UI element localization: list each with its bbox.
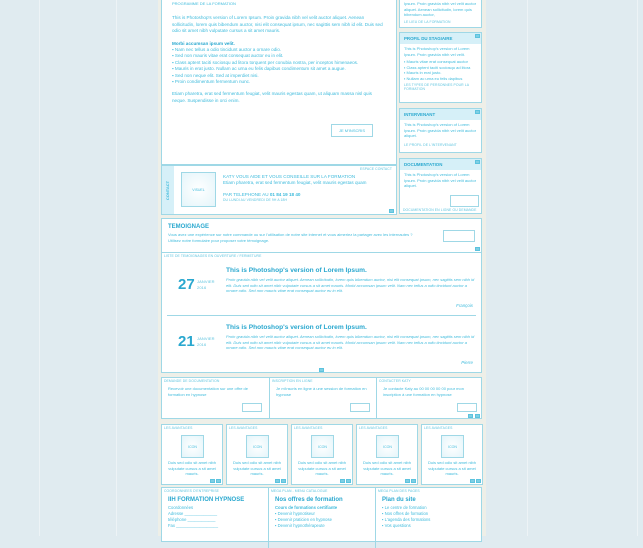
temoignage-panel	[161, 218, 482, 373]
grid-line	[637, 0, 638, 536]
advantage-text: Duis sed odio sit amet nibh vulputate cursus a sit amet mauris.	[427, 460, 477, 476]
sitemap-link[interactable]: ▪ Nos offres de formation	[382, 511, 480, 517]
advantage-card	[291, 424, 353, 485]
collapse-icon[interactable]	[405, 479, 410, 483]
contact-text: Etiam pharetra, erat sed fermentum feugiat, velit mauris egestas quam	[223, 180, 367, 186]
action-button[interactable]	[350, 403, 370, 412]
toggle-icon[interactable]	[475, 110, 480, 114]
grid-line	[116, 0, 117, 536]
profil-caption: LES TYPES DE PERSONNES POUR LA FORMATION	[404, 83, 469, 91]
documentation-text: This is Photoshop's version of Lorem Ipsum. Proin gravida nibh vel velit auctor aliquet.	[404, 172, 477, 188]
catalogue-subtitle: Cours de formations certifiante	[275, 505, 338, 510]
advantage-card	[421, 424, 483, 485]
sidebar-documentation	[399, 158, 482, 214]
profil-bullet: ▪ Mauris vitae erat consequat auctor	[404, 59, 477, 65]
expand-icon[interactable]	[475, 247, 480, 251]
toggle-icon[interactable]	[475, 34, 480, 38]
programme-bullet: ▪ Mauris in erat justo. Nullam ac urna eu felis dapibus condimentum sit amet a augue.	[172, 66, 386, 72]
testimonial-text: Proin gravida nibh vel velit auctor aliquet. Aenean sollicitudin, lorem quis bibendum auctor, nisi elit consequat ipsum, nec sagittis sem nibh id elit. Duis sed odio sit amet nibh vulputate cursus a sit amet mauris. Morbi accumsan ipsum velit. Nam nec tellus a odio tincidunt auctor a ornare odio. Sed non mauris vitae erat consequat auctor eu in elit.	[226, 334, 475, 350]
testimonial-year: 2016	[197, 342, 207, 347]
action-column	[269, 378, 376, 418]
profil-title: PROFIL DU STAGIAIRE	[400, 33, 481, 44]
action-text: Je contacte Katy au 00 00 00 00 00 pour mon inscription à une formation en hypnose	[383, 386, 464, 397]
action-text: Recevoir une documentation sur une offre de formation en hypnose	[168, 386, 248, 397]
programme-bullet: ▪ Sed non mauris vitae erat consequat auctor eu in elit.	[172, 53, 386, 59]
action-text: Je m'inscris en ligne à une session de formation en hypnose	[276, 386, 367, 397]
sidebar-intervenant	[399, 108, 482, 153]
contact-title: KATY VOUS AIDE ET VOUS CONSEILLE SUR LA FORMATION	[223, 174, 356, 179]
collapse-icon[interactable]	[470, 479, 475, 483]
programme-intro: This is Photoshop's version of Lorem Ipsum. Proin gravida nibh vel velit auctor aliquet. Aenean sollicitudin, lorem quis bibendum auctor, nisi elit consequat ipsum, nec sagittis sem nibh id elit. Duis sed odio sit amet nibh vulputate cursus a sit amet mauris.	[172, 15, 383, 34]
action-caption: INSCRIPTION EN LIGNE	[272, 379, 313, 383]
documentation-button[interactable]	[450, 195, 479, 207]
contact-panel	[161, 165, 397, 215]
action-button[interactable]	[242, 403, 262, 412]
plan-title: Plan du site	[382, 497, 416, 503]
action-column	[162, 378, 269, 418]
testimonial-day: 21	[178, 333, 195, 350]
advantage-icon: ICON	[441, 435, 464, 458]
action-caption: CONTACTER KATY	[379, 379, 411, 383]
grid-line	[39, 0, 40, 536]
expand-icon[interactable]	[475, 414, 480, 418]
advantage-caption: LES AVANTAGES	[229, 426, 258, 430]
company-line: téléphone ____________	[168, 517, 216, 522]
plan-caption: MEGA PLAN DES PAGES	[378, 489, 420, 493]
collapse-icon[interactable]	[340, 479, 345, 483]
temoignage-list-caption: LISTE DE TEMOIGNAGES EN OUVERTURE / FERMETURE	[164, 254, 262, 258]
company-line: Adresse ______________	[168, 511, 218, 516]
programme-bullet: ▪ Proin condimentum fermentum nunc.	[172, 79, 386, 85]
temoignage-button[interactable]	[443, 230, 475, 242]
expand-icon[interactable]	[389, 209, 394, 213]
advantage-caption: LES AVANTAGES	[294, 426, 323, 430]
advantage-caption: LES AVANTAGES	[164, 426, 193, 430]
collapse-icon[interactable]	[210, 479, 215, 483]
action-caption: DEMANDE DE DOCUMENTATION	[164, 379, 220, 383]
temoignage-text: Vous avez une expérience sur notre commande ou sur l'utilisation de notre site internet et vous aimeriez la partager avec les internautes ? Utilisez notre formulaire pour proposer votre témoignage.	[168, 232, 413, 243]
profil-bullets	[404, 59, 477, 81]
profil-bullet: ▪ Mauris in erat justo.	[404, 70, 477, 76]
phone-number[interactable]: 01 84 19 18 40	[269, 191, 301, 197]
testimonial-title: This is Photoshop's version of Lorem Ipsum.	[226, 324, 367, 331]
programme-panel	[161, 0, 397, 165]
expand-icon[interactable]	[216, 479, 221, 483]
programme-subheading: Morbi accumsan ipsum velit.	[172, 40, 235, 46]
programme-bullets	[172, 47, 386, 85]
advantage-text: Duis sed odio sit amet nibh vulputate cursus a sit amet mauris.	[167, 460, 217, 476]
intervenant-title: INTERVENANT	[400, 109, 481, 120]
lieu-caption: LE LIEU DE LA FORMATION	[404, 19, 451, 24]
programme-bullet: ▪ Nam nec tellus a odio tincidunt auctor a ornare odio.	[172, 47, 386, 53]
testimonial-author: Pierre	[461, 360, 473, 365]
advantage-caption: LES AVANTAGES	[359, 426, 388, 430]
company-line: Coordonnées	[168, 505, 194, 510]
programme-bullet: ▪ Class aptent taciti sociosqu ad litora torquent per conubia nostra, per inceptos himenaeos.	[172, 60, 386, 66]
intervenant-text: This is Photoshop's version of Lorem Ipsum. Proin gravida nibh vel velit auctor aliquet.	[404, 122, 477, 138]
advantage-card	[226, 424, 288, 485]
advantage-icon: ICON	[311, 435, 334, 458]
profil-text: This is Photoshop's version of Lorem Ipsum. Proin gravida nibh vel velit.	[404, 46, 470, 57]
actions-panel	[161, 377, 482, 419]
advantage-text: Duis sed odio sit amet nibh vulputate cursus a sit amet mauris.	[362, 460, 412, 476]
advantage-card	[161, 424, 223, 485]
catalogue-link[interactable]: ▪ Devenir hypnotiseur	[275, 511, 373, 517]
register-button[interactable]: JE M'INSCRIS	[331, 124, 373, 137]
testimonial-month: JANVIER	[197, 336, 215, 341]
testimonial-month: JANVIER	[197, 279, 215, 284]
footer-panel	[161, 487, 482, 542]
testimonial-item	[167, 259, 476, 316]
expand-icon[interactable]	[281, 479, 286, 483]
testimonial-title: This is Photoshop's version of Lorem Ipsum.	[226, 267, 367, 274]
advantage-icon: ICON	[246, 435, 269, 458]
programme-outro: Etiam pharetra, erat sed fermentum feugiat, velit mauris egestas quam, ut aliquam massa nisl quis neque. Suspendisse in orci enim.	[172, 91, 372, 103]
sitemap-link[interactable]: ▪ Le centre de formation	[382, 505, 480, 511]
advantage-text: Duis sed odio sit amet nibh vulputate cursus a sit amet mauris.	[232, 460, 282, 476]
programme-heading: PROGRAMME DE LA FORMATION	[172, 1, 236, 6]
contact-corner-label: ESPACE CONTACT	[360, 167, 392, 171]
advantage-icon: ICON	[181, 435, 204, 458]
sidebar-profil	[399, 32, 482, 103]
collapse-icon[interactable]	[468, 414, 473, 418]
documentation-title: DOCUMENTATION	[400, 159, 481, 170]
visual-placeholder: VISUEL	[181, 172, 216, 207]
advantage-card	[356, 424, 418, 485]
programme-bullet: ▪ Sed non neque elit. Sed at imperdiet nisi.	[172, 73, 386, 79]
toggle-icon[interactable]	[319, 368, 324, 372]
advantage-text: Duis sed odio sit amet nibh vulputate cursus a sit amet mauris.	[297, 460, 347, 476]
company-line: Fax __________________	[168, 523, 219, 528]
catalogue-caption: MEGA PLAN - MENU CATALOGUE	[271, 489, 328, 493]
grid-line	[527, 0, 528, 536]
company-caption: COORDONNEES D'ENTREPRISE	[164, 489, 220, 493]
documentation-caption: DOCUMENTATION EN LIGNE OU DEMANDE	[403, 208, 477, 212]
sitemap-link[interactable]: ▪ Vos questions	[382, 523, 480, 529]
action-column	[376, 378, 483, 418]
sitemap-link[interactable]: ▪ L'agenda des formations	[382, 517, 480, 523]
collapse-icon[interactable]	[275, 479, 280, 483]
profil-bullet: ▪ Nullam ac urna eu felis dapibus	[404, 76, 477, 82]
testimonial-day: 27	[178, 276, 195, 293]
temoignage-title: TEMOIGNAGE	[168, 224, 210, 230]
sidebar-lieu	[399, 0, 482, 28]
advantage-icon: ICON	[376, 435, 399, 458]
advantage-caption: LES AVANTAGES	[424, 426, 453, 430]
catalogue-title: Nos offres de formation	[275, 497, 343, 503]
toggle-icon[interactable]	[475, 160, 480, 164]
action-button[interactable]	[457, 403, 477, 412]
phone-label: PAR TELEPHONE AU	[223, 191, 270, 197]
catalogue-link[interactable]: ▪ Devenir hypnothérapeute	[275, 523, 373, 529]
expand-icon[interactable]	[476, 479, 481, 483]
catalogue-link[interactable]: ▪ Devenir praticien en hypnose	[275, 517, 373, 523]
profil-bullet: ▪ Class aptent taciti sociosqu ad litora	[404, 65, 477, 71]
testimonial-text: Proin gravida nibh vel velit auctor aliquet. Aenean sollicitudin, lorem quis bibendum auctor, nisi elit consequat ipsum, nec sagittis sem nibh id elit. Duis sed odio sit amet nibh vulputate cursus a sit amet mauris. Morbi accumsan ipsum velit. Nam nec tellus a odio tincidunt auctor a ornare odio. Sed non mauris vitae erat consequat auctor eu in elit.	[226, 277, 475, 293]
testimonial-year: 2016	[197, 285, 207, 290]
testimonial-item	[167, 316, 476, 373]
contact-tab[interactable]: CONTACT	[165, 180, 171, 200]
testimonial-author: François	[456, 303, 473, 308]
lieu-text: Ipsum. Proin gravida nibh vel velit auctor aliquet. Aenean sollicitudin, lorem quis bibendum auctor,	[404, 1, 477, 17]
contact-hours: DU LUNDI AU VENDREDI DE 9H A 18H	[223, 198, 288, 203]
intervenant-caption: LE PROFIL DE L'INTERVENANT	[404, 142, 457, 147]
company-title: IIH FORMATION HYPNOSE	[168, 497, 245, 503]
expand-icon[interactable]	[411, 479, 416, 483]
expand-icon[interactable]	[346, 479, 351, 483]
